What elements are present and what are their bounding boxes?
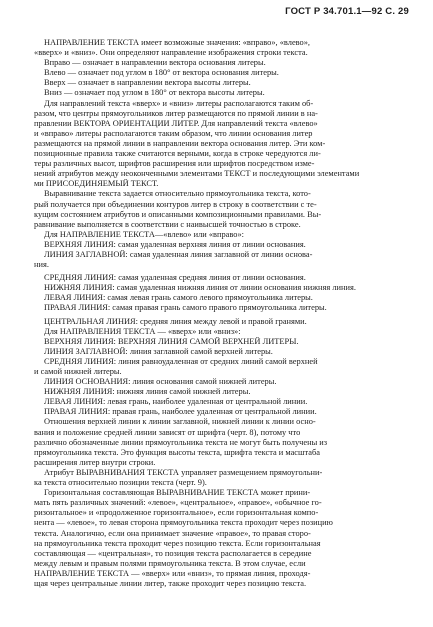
text-line: НАПРАВЛЕНИЕ ТЕКСТА — «вверх» или «вниз», то прямая линия, проходя-	[34, 568, 311, 578]
text-line: Вниз — означает под углом в 180° от вектора высоты литеры.	[44, 88, 265, 98]
text-line: кущим состоянием атрибутов и описанными композиционными правилами. Вы-	[34, 209, 322, 219]
text-line: размещаются на прямой линии в направлении вектора основания литер. Эти ком-	[34, 138, 326, 148]
text-line: равнивание выполняется в соответствии с наивысшей точностью в строке.	[34, 219, 301, 229]
text-line: между левым и правым полями прямоугольника текста. В этом случае, если	[34, 558, 306, 568]
text-line: ЛИНИЯ ЗАГЛАВНОЙ: самая удаленная линия заглавной от линии основа-	[44, 249, 313, 259]
text-line: Вправо — означает в направлении вектора основания литеры.	[44, 58, 266, 68]
text-line: ПРАВАЯ ЛИНИЯ: самая правая грань самого правого прямоугольника литеры.	[44, 303, 327, 313]
page-header: ГОСТ Р 34.701.1—92 С. 29	[285, 6, 409, 17]
text-line: Для НАПРАВЛЕНИЯ ТЕКСТА — «вверх» или «вниз»:	[44, 326, 241, 336]
text-line: правлении ВЕКТОРА ОРИЕНТАЦИИ ЛИТЕР. Для направлений текста «влево»	[34, 118, 318, 128]
text-line: различно обозначенные линии прямоугольника текста не могут быть получены из	[34, 437, 328, 447]
text-line: нений атрибутов между неоконченными элементами ТЕКСТ и последующими элементами	[34, 169, 360, 179]
text-line: разом, что центры прямоугольников литер размещаются по прямой линии в на-	[34, 108, 318, 118]
text-line: НИЖНЯЯ ЛИНИЯ: нижняя линия самой нижней литеры.	[44, 387, 251, 397]
text-line: ЛЕВАЯ ЛИНИЯ: левая грань, наиболее удаленная от центральной линии.	[44, 397, 308, 407]
text-line: ВЕРХНЯЯ ЛИНИЯ: самая удаленная верхняя линия от линии основания.	[44, 239, 306, 249]
text-line: ми ПРИСОЕДИНЯЕМЫЙ ТЕКСТ.	[34, 179, 159, 189]
text-line: теры различных высот, шрифтов расширения или шрифтов посредством изме-	[34, 159, 315, 169]
text-line: и самой нижней литеры.	[34, 367, 122, 376]
text-line: ВЕРХНЯЯ ЛИНИЯ: ВЕРХНЯЯ ЛИНИЯ САМОЙ ВЕРХНЕЙ ЛИТЕРЫ.	[44, 336, 299, 346]
text-line: ризонтальное» и «продолженное горизонтальное», если горизонтальная компо-	[34, 508, 319, 518]
text-line: НИЖНЯЯ ЛИНИЯ: самая удаленная нижняя линия от линии основания нижняя линия.	[44, 283, 356, 293]
text-line: СРЕДНЯЯ ЛИНИЯ: линия равноудаленная от средних линий самой верхней	[44, 356, 318, 366]
text-line: ЛИНИЯ ОСНОВАНИЯ: линия основания самой нижней литеры.	[44, 377, 277, 387]
text-line: и «вправо» литеры располагаются таким образом, что линии основания литер	[34, 128, 313, 138]
document-body	[34, 38, 414, 589]
text-line: Для направлений текста «вверх» и «вниз» литеры располагаются таким об-	[44, 98, 314, 108]
text-line: расширения литер внутри строки.	[34, 457, 156, 467]
text-line: ка текста относительно позиции текста (черт. 9).	[34, 478, 207, 488]
text-line: щая через центральные линии литер, также проходит через позицию текста.	[34, 578, 307, 588]
text-line: составляющая — «центральная», то позиция текста располагается в середине	[34, 548, 312, 558]
text-line: ния.	[34, 260, 49, 270]
text-line: «вверх» и «вниз». Они определяют направление изображения строки текста.	[34, 48, 308, 58]
text-line: ЦЕНТРАЛЬНАЯ ЛИНИЯ: средняя линия между левой и правой гранями.	[44, 316, 307, 326]
text-line: ПРАВАЯ ЛИНИЯ: правая грань, наиболее удаленная от центральной линии.	[44, 407, 317, 417]
text-line: на прямоугольника текста проходит через позицию текста. Если горизонтальная	[34, 538, 321, 548]
text-line: ЛИНИЯ ЗАГЛАВНОЙ: линия заглавной самой верхней литеры.	[44, 346, 273, 356]
text-line: позиционные правила также считаются верными, когда в строке чередуются ли-	[34, 149, 321, 159]
text-line: Горизонтальная составляющая ВЫРАВНИВАНИЕ ТЕКСТА может прини-	[44, 488, 311, 498]
text-line: Выравнивание текста задается относительно прямоугольника текста, кото-	[44, 189, 311, 199]
text-line: НАПРАВЛЕНИЕ ТЕКСТА имеет возможные значения: «вправо», «влево»,	[44, 38, 311, 47]
text-line: Отношения верхней линии к линии заглавной, нижней линии к линии осно-	[44, 417, 316, 427]
text-line: Влево — означает под углом в 180° от вектора основания литеры.	[44, 68, 279, 78]
text-line: Атрибут ВЫРАВНИВАНИЯ ТЕКСТА управляет размещением прямоугольни-	[44, 467, 323, 477]
text-line: мать пять различных значений: «левое», «центральное», «правое», «обычное го-	[34, 498, 322, 508]
text-line: нента — «левое», то левая сторона прямоугольника текста проходит через позицию	[34, 518, 333, 528]
text-line: прямоугольника текста. Это функция высоты текста, шрифта текста и масштаба	[34, 447, 320, 457]
text-line: ЛЕВАЯ ЛИНИЯ: самая левая грань самого левого прямоугольника литеры.	[44, 293, 313, 303]
text-line: Для НАПРАВЛЕНИЕ ТЕКСТА—«влево» или «вправо»:	[44, 229, 244, 239]
text-line: текста. Аналогично, если она принимает значение «правое», то правая сторо-	[34, 528, 311, 538]
text-line: рый получается при объединении контуров литер в строку в соответствии с те-	[34, 199, 317, 209]
text-line: вания и положение средней линии зависят от шрифта (черт. 8), потому что	[34, 427, 301, 437]
text-line: Вверх — означает в направлении вектора высоты литеры.	[44, 78, 251, 88]
text-line: СРЕДНЯЯ ЛИНИЯ: самая удаленная средняя линия от линии основания.	[44, 273, 306, 283]
